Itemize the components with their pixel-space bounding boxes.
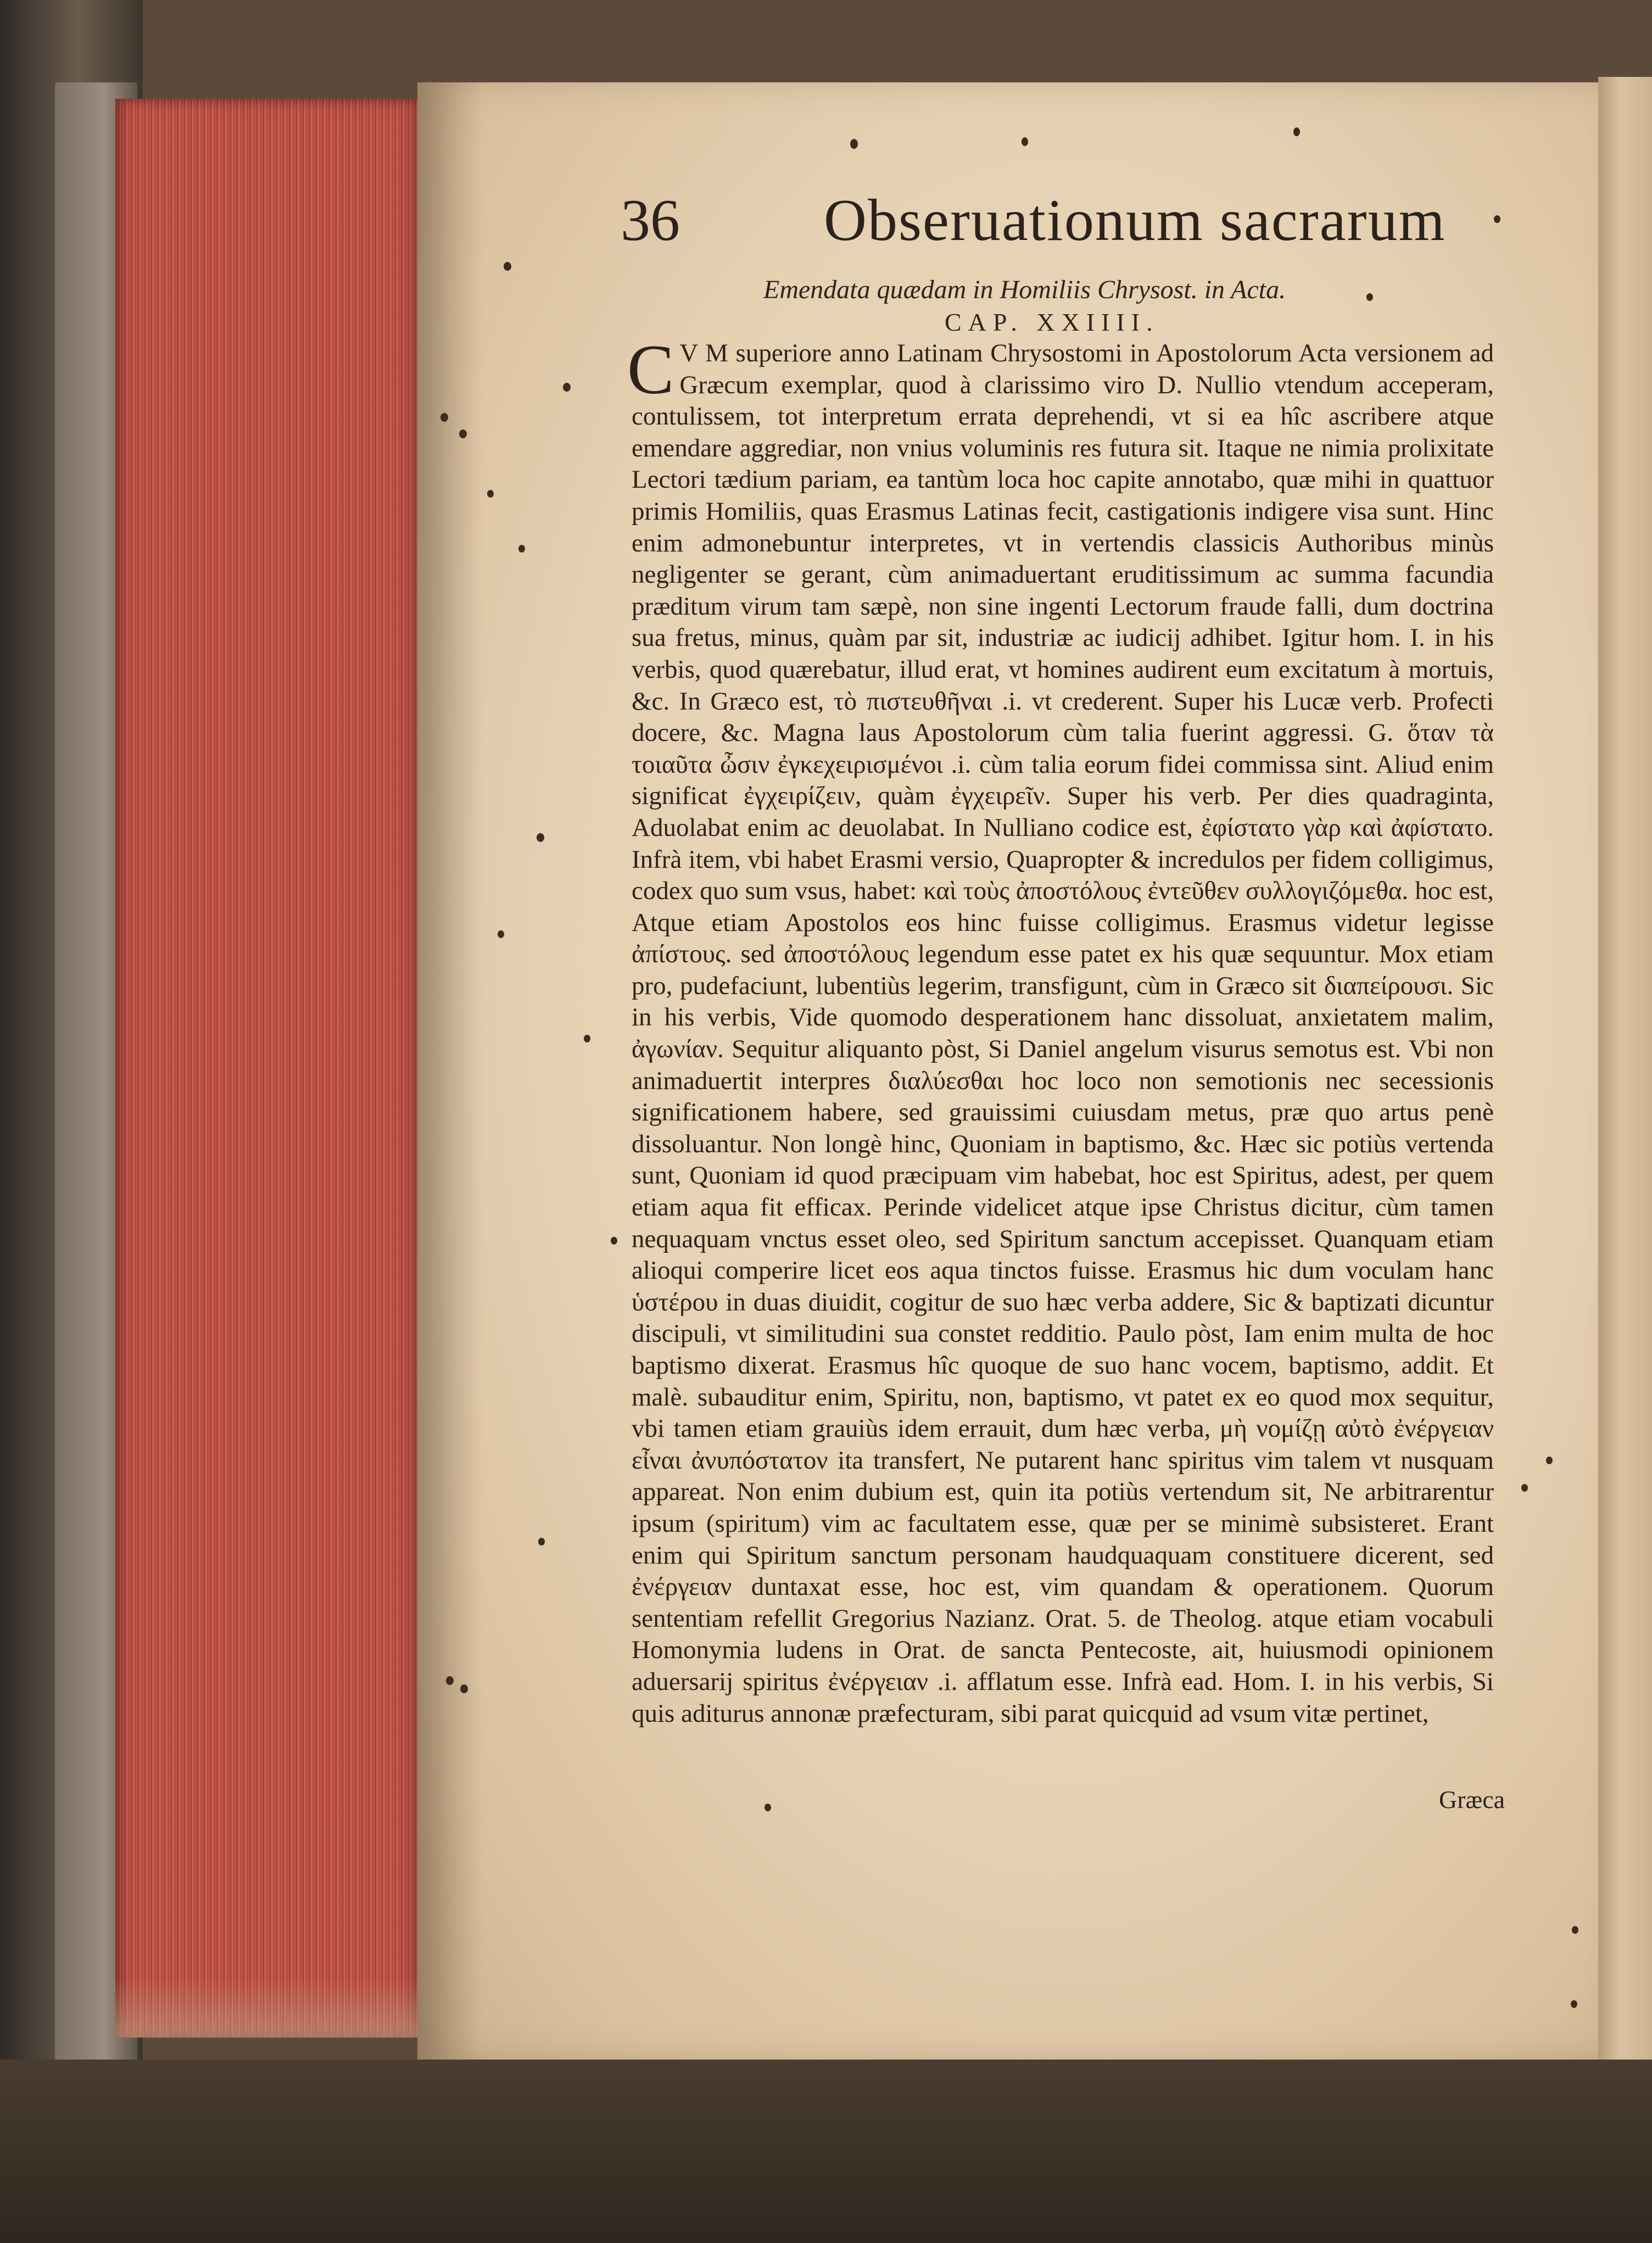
catchword: Græca: [1439, 1786, 1505, 1814]
facing-page-edge: [1598, 77, 1652, 2065]
worm-hole: [1366, 293, 1373, 301]
worm-hole: [850, 139, 858, 149]
background-bottom: [0, 2060, 1652, 2243]
worm-hole: [518, 545, 525, 553]
running-title: Obseruationum sacrarum: [824, 188, 1446, 253]
worm-hole: [504, 262, 511, 271]
spine-shadow: [417, 82, 483, 2060]
worm-hole: [459, 429, 467, 438]
worm-hole: [537, 833, 544, 842]
chapter-subtitle: Emendata quædam in Homiliis Chrysost. in Acta.: [763, 275, 1286, 304]
chapter-body: [627, 331, 1494, 1729]
worm-hole: [538, 1538, 545, 1545]
worm-hole: [584, 1035, 590, 1042]
worm-hole: [764, 1804, 771, 1811]
worm-hole: [487, 490, 494, 498]
worm-hole: [446, 1676, 454, 1685]
worm-hole: [1293, 127, 1300, 136]
worm-hole: [440, 413, 448, 422]
page-header: [621, 187, 1446, 264]
chapter-text: V M superiore anno Latinam Chrysostomi in Apostolorum Acta versionem ad Græcum exemplar, quod à clarissimo viro D. Nullio vtendum acceperam, contulissem, tot interpretum errata deprehendi, vt si ea hîc ascribere atque emendare aggrediar, non vnius voluminis res futura sit. Itaque ne nimia prolixitate Lectori tædium pariam, ea tantùm loca hoc capite annotabo, quæ mihi in quattuor primis Homiliis, quas Erasmus Latinas fecit, castigationis indigere visa sunt. Hinc enim admonebuntur interpretes, vt in vertendis classicis Authoribus minùs negligenter se gerant, cùm animaduertant eruditissimum ac summa facundia præditum virum tam sæpè, non sine ingenti Lectorum fraude falli, dum doctrina sua fretus, minus, quàm par sit, industriæ ac iudicij adhibet. Igitur hom. I. in his verbis, quod quærebatur, illud erat, vt homines audirent eum excitatum à mortuis, &c. In Græco est, τὸ πιστευθῆναι .i. vt crederent. Super his Lucæ verb. Profecti docere, &c. Magna laus Apostolorum cùm talia fuerint aggressi. G. ὅταν τὰ τοιαῦτα ὦσιν ἐγκεχειρισμένοι .i. cùm talia eorum fidei commissa sint. Aliud enim significat ἐγχειρίζειν, quàm ἐγχειρεῖν. Super his verb. Per dies quadraginta, Aduolabat enim ac deuolabat. In Nulliano codice est, ἐφίστατο γὰρ καὶ ἀφίστατο. Infrà item, vbi habet Erasmi versio, Quapropter & incredulos per fidem colligimus, codex quo sum vsus, habet: καὶ τοὺς ἀποστόλους ἐντεῦθεν συλλογιζόμεθα. hoc est, Atque etiam Apostolos eos hinc fuisse colligimus. Erasmus videtur legisse ἀπίστους. sed ἀποστόλους legendum esse patet ex his quæ sequuntur. Mox etiam pro, pudefaciunt, lubentiùs legerim, transfigunt, cùm in Græco sit διαπείρουσι. Sic in his verbis, Vide quomodo desperationem hanc dissoluat, anxietatem malim, ἀγωνίαν. Sequitur aliquanto pòst, Si Daniel angelum visurus semotus est. Vbi non animaduertit interpres διαλύεσθαι hoc loco non semotionis nec secessionis significationem habere, sed grauissimi cuiusdam metus, præ quo artus penè dissoluantur. Non longè hinc, Quoniam in baptismo, &c. Hæc sic potiùs vertenda sunt, Quoniam id quod præcipuam vim habebat, hoc est Spiritus, adest, per quem etiam aqua fit efficax. Perinde videlicet atque ipse Christus dicitur, cùm tamen nequaquam vnctus esset oleo, sed Spiritum sanctum accepisset. Quanquam etiam alioqui comperire licet eos aqua tinctos fuisse. Erasmus hic dum voculam hanc ὑστέρου in duas diuidit, cogitur de suo hæc verba addere, Sic & baptizati dicuntur discipuli, vt similitudini sua constet redditio. Paulo pòst, Iam enim multa de hoc baptismo dixerat. Erasmus hîc quoque de suo hanc vocem, baptismo, addit. Et malè. subauditur enim, Spiritu, non, baptismo, vt patet ex eo quod mox sequitur, vbi tamen etiam grauiùs idem errauit, dum hæc verba, μὴ νομίζῃ αὐτὸ ἐνέργειαν εἶναι ἀνυπόστατον ita transfert, Ne putarent hanc spiritus vim talem vt nusquam appareat. Non enim dubium est, quin ita potiùs vertendum sit, Ne arbitrarentur ipsum (spiritum) vim ac facultatem esse, quæ per se minimè subsisteret. Erant enim qui Spiritum sanctum personam haudquaquam constituere dicerent, sed ἐνέργειαν duntaxat esse, hoc est, vim quandam & operationem. Quorum sententiam refellit Gregorius Nazianz. Orat. 5. de Theolog. atque etiam vocabuli Homonymia ludens in Orat. de sancta Pentecoste, ait, huiusmodi opinionem aduersarij spiritus ἐνέργειαν .i. afflatum esse. Infrà ead. Hom. I. in his verbis, Si quis aditurus annonæ præfecturam, sibi parat quicquid ad vsum vitæ pertinet,: [632, 339, 1494, 1728]
page-number: 36: [621, 188, 680, 253]
worm-hole: [1022, 137, 1028, 146]
worm-hole: [1571, 2000, 1577, 2008]
drop-cap: C: [627, 331, 674, 409]
fore-edge-fade: [115, 1977, 423, 2038]
worm-hole: [1521, 1484, 1528, 1492]
worm-hole: [498, 930, 504, 938]
worm-hole: [1572, 1926, 1578, 1934]
worm-hole: [563, 383, 571, 392]
chapter-number: CAP. XXIIII.: [945, 308, 1159, 336]
worm-hole: [611, 1237, 617, 1245]
worm-hole: [460, 1684, 468, 1693]
worm-hole: [1546, 1457, 1553, 1464]
worm-hole: [1494, 215, 1500, 223]
red-fore-edge: [115, 99, 423, 2038]
